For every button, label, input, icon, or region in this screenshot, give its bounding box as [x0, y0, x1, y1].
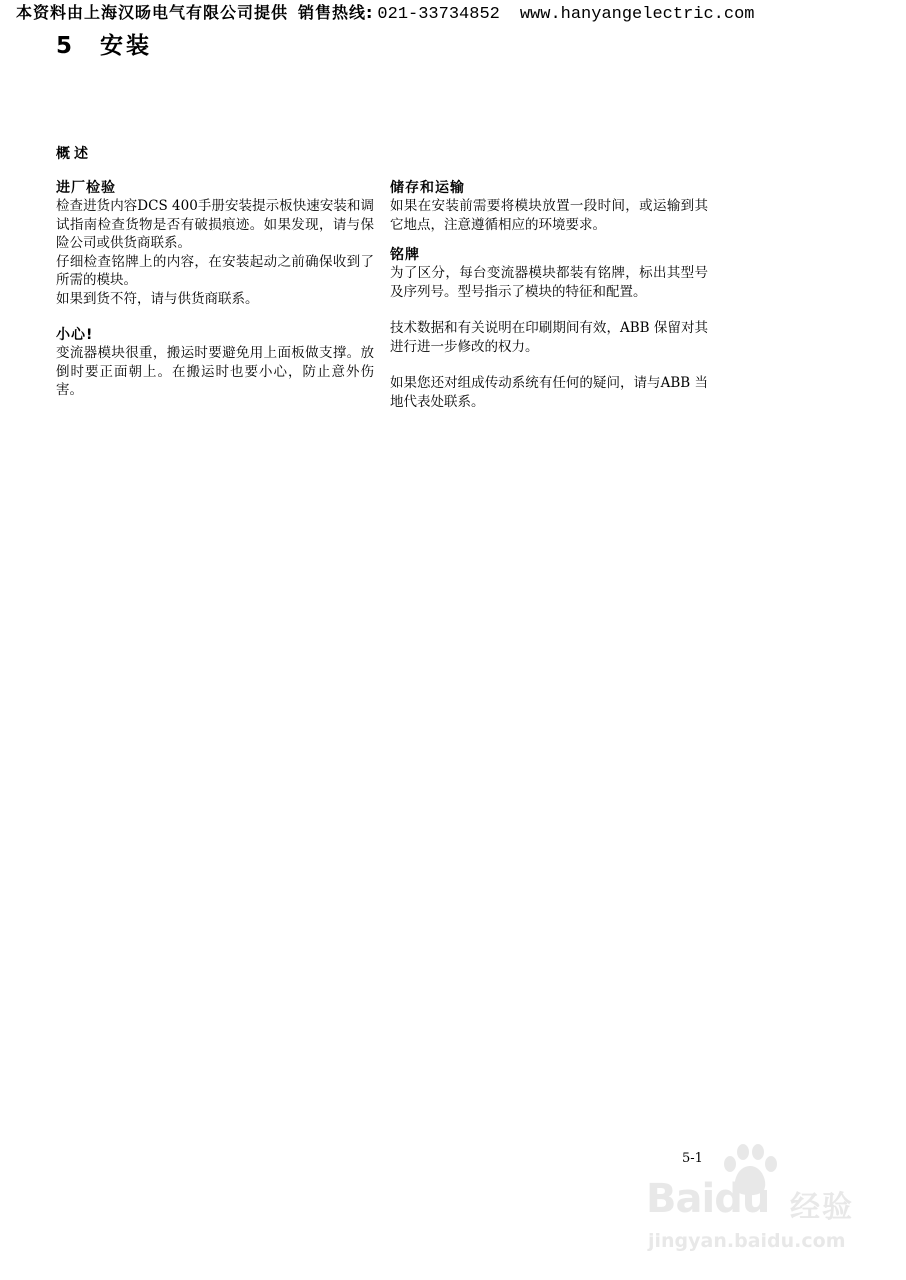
provider-banner: [16, 1, 896, 25]
nameplate-text: 为了区分，每台变流器模块都装有铭牌，标出其型号及序列号。型号指示了模块的特征和配置。: [390, 265, 708, 300]
chapter-title: 安装: [100, 33, 152, 59]
contact-note: 如果您还对组成传动系统有任何的疑问，请与ABB 当地代表处联系。: [390, 375, 708, 410]
caution-text: 变流器模块很重，搬运时要避免用上面板做支撑。放倒时要正面朝上。在搬运时也要小心，防止意外伤害。: [56, 345, 374, 398]
incoming-inspection-paragraph: 检查进货内容DCS 400手册安装提示板快速安装和调试指南检查货物是否有破损痕迹。如果发现，请与保险公司或供货商联系。: [56, 198, 374, 251]
incoming-inspection-paragraph: 仔细检查铭牌上的内容，在安装起动之前确保收到了所需的模块。: [56, 253, 374, 288]
left-column: [56, 179, 374, 400]
watermark-brand: Baidu: [646, 1176, 770, 1222]
chapter-number: 5: [56, 33, 73, 59]
hotline-label: 销售热线:: [298, 3, 374, 22]
website-link[interactable]: www.hanyangelectric.com: [519, 5, 755, 24]
right-column: [390, 179, 708, 411]
watermark-service: 经验: [790, 1190, 854, 1225]
baidu-jingyan-watermark: [632, 1140, 902, 1270]
section-title: 概述: [56, 146, 92, 162]
nameplate-heading: 铭牌: [390, 247, 420, 263]
hotline-phone: 021-33734852: [377, 5, 500, 24]
incoming-inspection-heading: 进厂检验: [56, 180, 116, 196]
provider-text: 本资料由上海汉旸电气有限公司提供: [16, 3, 289, 22]
watermark-url: jingyan.baidu.com: [648, 1230, 846, 1252]
storage-text: 如果在安装前需要将模块放置一段时间，或运输到其它地点，注意遵循相应的环境要求。: [390, 198, 708, 233]
technical-note: 技术数据和有关说明在印刷期间有效，ABB 保留对其进行进一步修改的权力。: [390, 320, 708, 355]
incoming-inspection-paragraph: 如果到货不符，请与供货商联系。: [56, 290, 259, 307]
storage-heading: 储存和运输: [390, 180, 465, 196]
chapter-heading: [56, 30, 152, 62]
caution-heading: 小心!: [56, 327, 94, 343]
page-number: 5-1: [682, 1151, 703, 1166]
